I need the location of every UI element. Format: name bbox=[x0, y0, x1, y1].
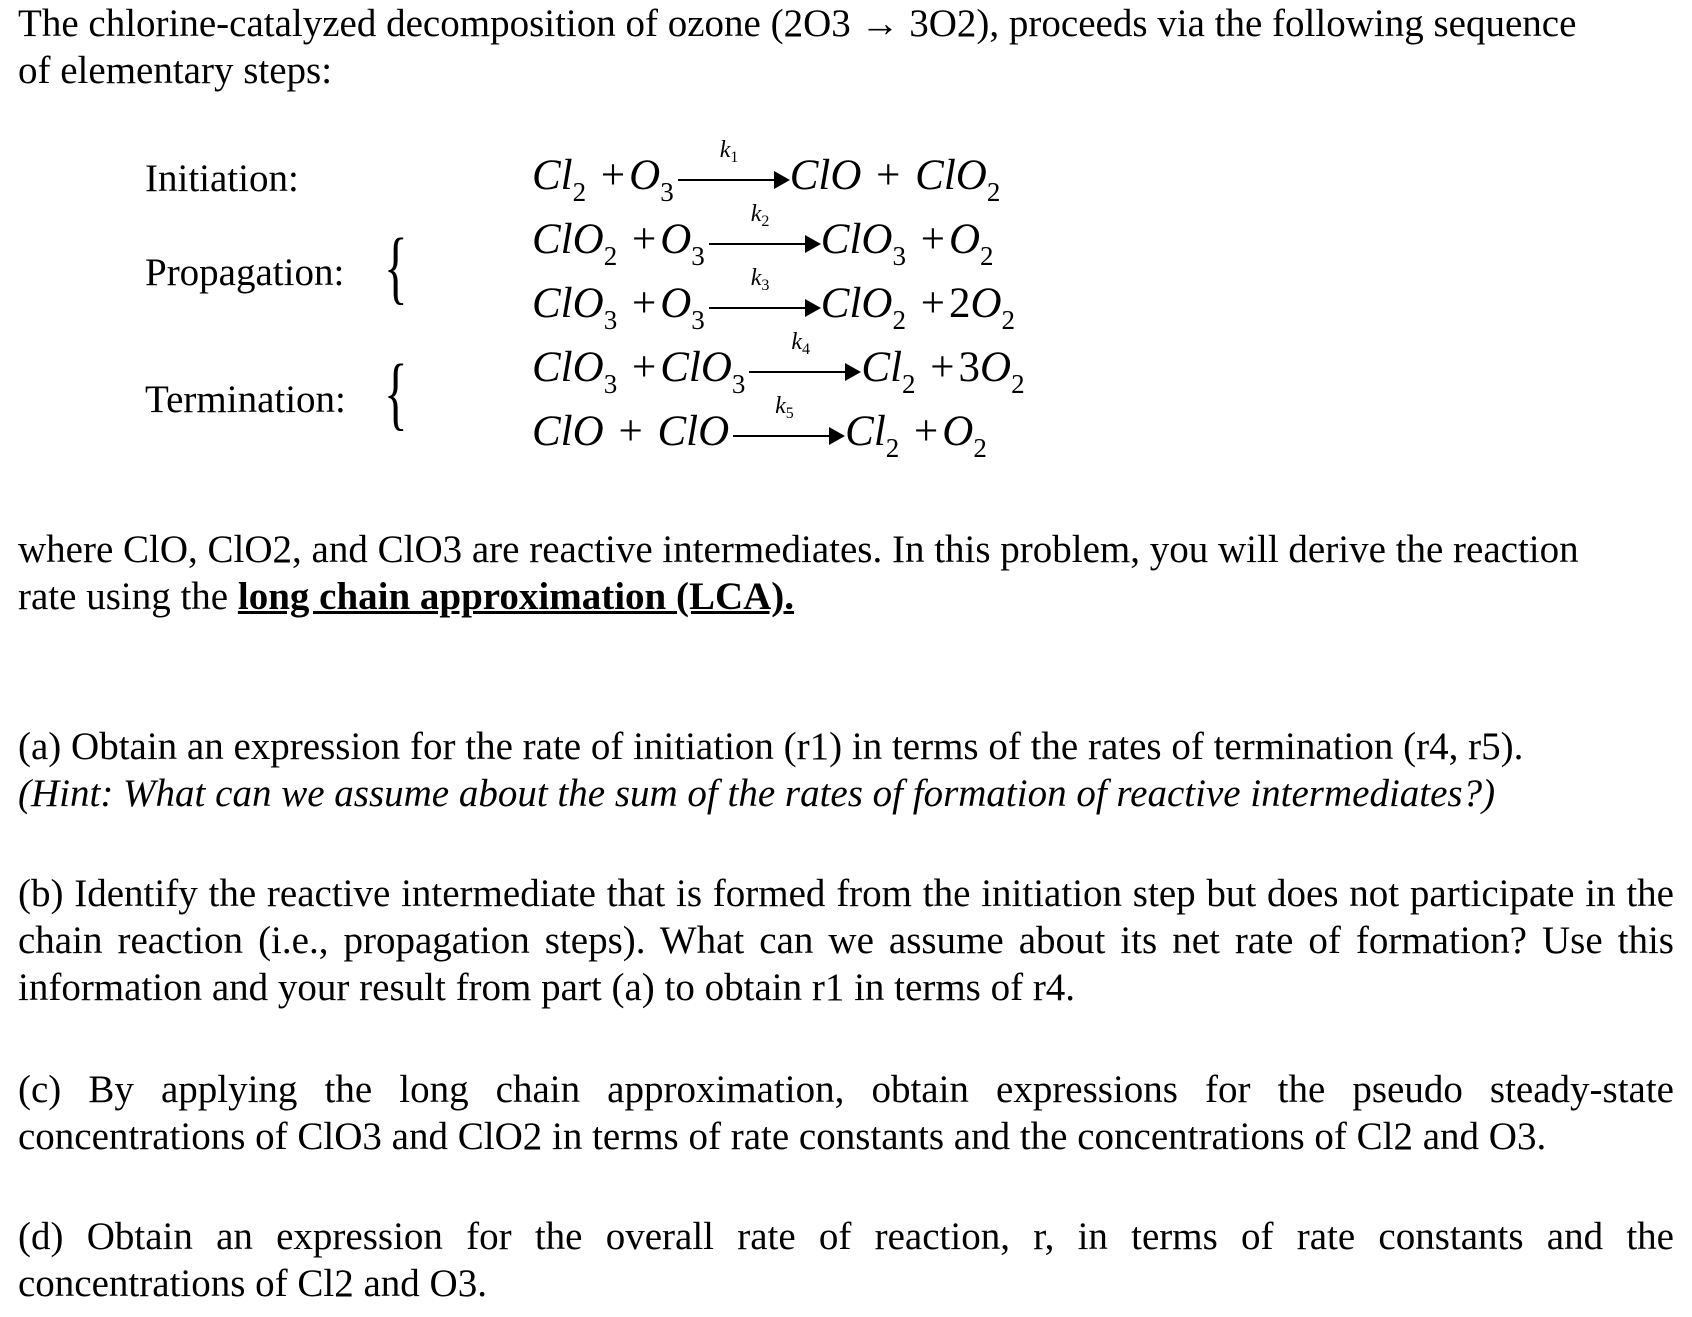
reaction-3: $ClO_3 +O_3$ $k_3$ $ClO_2 +2O_2$ bbox=[532, 265, 1016, 335]
termination-brace: { bbox=[384, 347, 408, 438]
intro-paragraph bbox=[18, 0, 1674, 94]
question-c: (c) By applying the long chain approximation, obtain expressions for the pseudo steady-state concentrations of ClO3 and ClO2 in terms of rate constants and the concentrations of Cl2 and O3. bbox=[18, 1068, 1674, 1158]
reaction-5: ClO + ClO $k_5$ $Cl_2 +O_2$ bbox=[532, 393, 987, 463]
question-a-hint: (Hint: What can we assume about the sum of the rates of formation of reactive intermediates?) bbox=[18, 772, 1496, 815]
propagation-brace: { bbox=[384, 221, 408, 312]
reaction-4: ClO$_3$ +ClO$_3$ $k_4$ $Cl_2 +3O_2$ bbox=[532, 329, 1025, 399]
reaction-arrow: $k_2$ bbox=[709, 228, 821, 258]
reaction-1: $Cl_2 +O_3$ $k_1$ ClO + ClO$_2$ bbox=[532, 137, 1001, 207]
reaction-arrow: $k_3$ bbox=[709, 292, 821, 322]
label-initiation: Initiation: bbox=[145, 157, 299, 200]
reaction-arrow: $k_4$ bbox=[749, 356, 861, 386]
question-a bbox=[18, 723, 1674, 817]
lca-emphasis: long chain approximation (LCA). bbox=[237, 575, 795, 618]
intermediates-paragraph bbox=[18, 526, 1674, 620]
intro-line-1: The chlorine-catalyzed decomposition of ozone (2O3 → 3O2), proceeds via the following sequence bbox=[18, 2, 1577, 45]
reaction-arrow: $k_1$ bbox=[678, 164, 790, 194]
question-b: (b) Identify the reactive intermediate that is formed from the initiation step but does not participate in the chain reaction (i.e., propagation steps). What can we assume about its net rate of formation? Use this information and your result from part (a) to obtain r1 in terms of r4. bbox=[18, 872, 1674, 1009]
label-propagation: Propagation: bbox=[145, 251, 345, 294]
where-line-1: where ClO, ClO2, and ClO3 are reactive intermediates. In this problem, you will derive the reaction bbox=[18, 528, 1579, 571]
label-termination: Termination: bbox=[145, 378, 346, 421]
question-a-text: (a) Obtain an expression for the rate of initiation (r1) in terms of the rates of termination (r4, r5). bbox=[18, 725, 1524, 768]
question-d: (d) Obtain an expression for the overall rate of reaction, r, in terms of rate constants and the concentrations of Cl2 and O3. bbox=[18, 1215, 1674, 1305]
reaction-arrow: $k_5$ bbox=[733, 420, 845, 450]
where-line-2-prefix: rate using the bbox=[18, 575, 229, 618]
reaction-2: $ClO_2 +O_3$ $k_2$ $ClO_3 +O_2$ bbox=[532, 201, 994, 271]
intro-line-2: of elementary steps: bbox=[18, 49, 333, 92]
